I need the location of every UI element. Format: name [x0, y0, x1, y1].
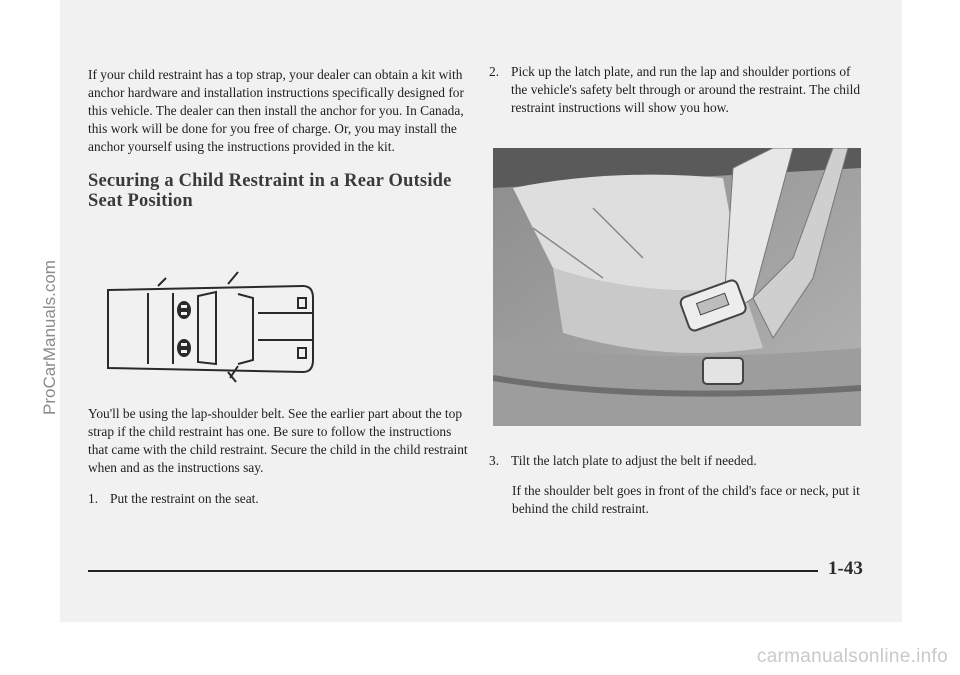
side-watermark — [40, 215, 70, 415]
step-text: Put the restraint on the seat. — [110, 491, 259, 506]
left-column — [88, 66, 468, 211]
page-number: 1-43 — [828, 558, 863, 579]
bottom-watermark: carmanualsonline.info — [756, 646, 948, 667]
step-text: Pick up the latch plate, and run the lap and shoulder portions of the vehicle's safety belt through or around the restraint. The child restraint instructions will show you how. — [511, 64, 861, 115]
side-watermark-text: ProCarManuals.com — [40, 260, 59, 415]
step-1 — [88, 490, 468, 508]
step-number: 3. — [489, 453, 500, 468]
step-number: 1. — [88, 491, 99, 506]
step-2 — [489, 63, 864, 117]
section-heading: Securing a Child Restraint in a Rear Outside Seat Position — [88, 171, 452, 211]
step-3 — [489, 452, 869, 470]
body-paragraph: You'll be using the lap-shoulder belt. See the earlier part about the top strap if the child restraint has one. Be sure to follow the instructions that came with the child restraint. Secure the child in the child restraint when and as the instructions say. — [88, 406, 468, 475]
left-column-lower — [88, 405, 468, 508]
step-number: 2. — [489, 64, 500, 79]
right-column-lower — [489, 452, 869, 518]
latch-plate-photo — [493, 148, 861, 426]
step-3-note: If the shoulder belt goes in front of the child's face or neck, put it behind the child restraint. — [512, 483, 860, 516]
vehicle-seat-diagram — [88, 268, 338, 388]
right-column — [489, 63, 864, 117]
intro-paragraph: If your child restraint has a top strap, your dealer can obtain a kit with anchor hardware and installation instructions specifically designed for this vehicle. The dealer can then install the anchor for you. In Canada, this work will be done for you free of charge. Or, you may install the anchor yourself using the instructions provided in the kit. — [88, 67, 464, 154]
step-text: Tilt the latch plate to adjust the belt if needed. — [511, 453, 757, 468]
footer-rule — [88, 570, 818, 572]
